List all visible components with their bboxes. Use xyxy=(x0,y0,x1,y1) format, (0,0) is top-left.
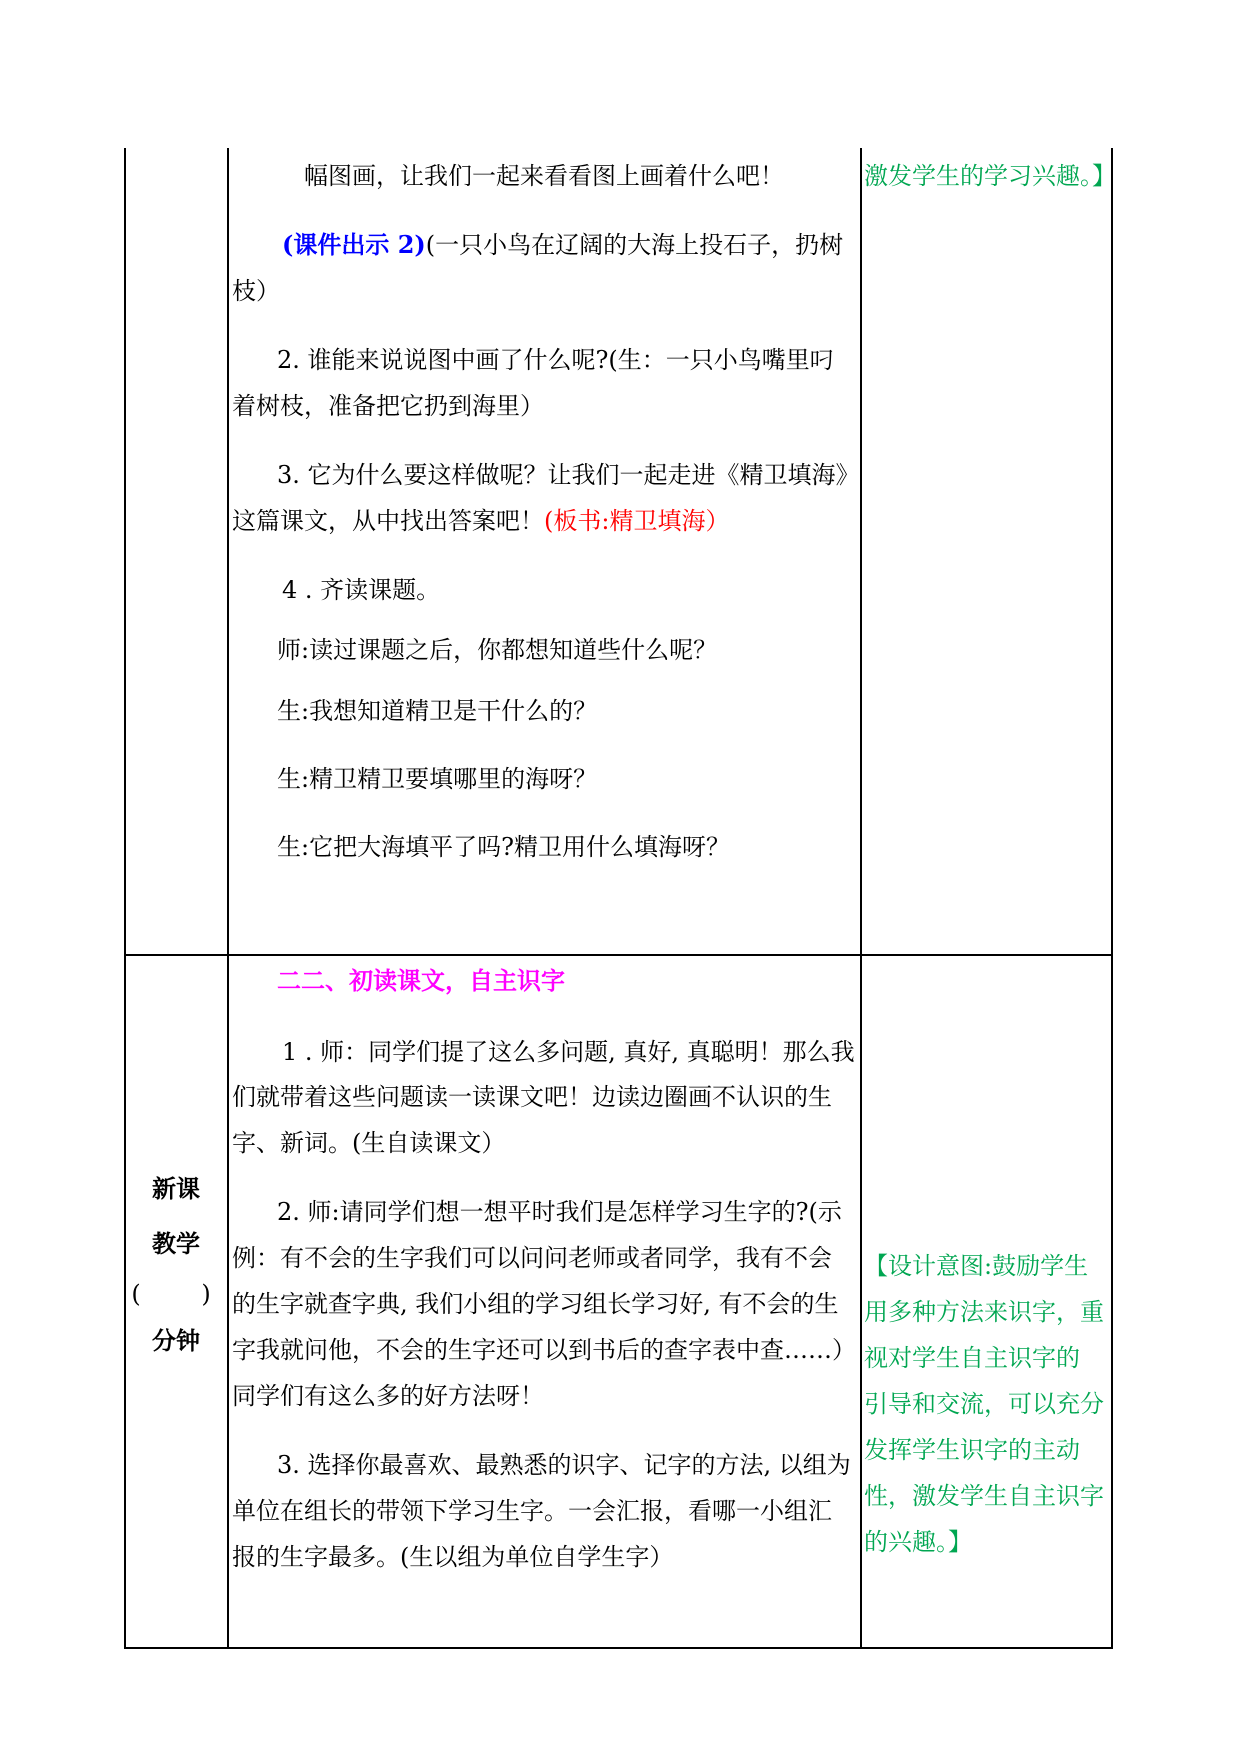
table-divider-1 xyxy=(227,148,229,1649)
design-note-line: 的兴趣。】 xyxy=(864,1528,972,1556)
text-line: 生:精卫精卫要填哪里的海呀？ xyxy=(277,765,598,793)
text-line: 2. 谁能来说说图中画了什么呢?(生：一只小鸟嘴里叼 xyxy=(277,346,834,374)
text-line xyxy=(232,498,729,544)
section-label-line: 新课 xyxy=(152,1174,200,1203)
design-note-line: 性，激发学生自主识字 xyxy=(864,1482,1104,1510)
table-divider-2 xyxy=(860,148,862,1649)
text-line: 的生字就查字典, 我们小组的学习组长学习好, 有不会的生 xyxy=(232,1290,839,1318)
text-line: 着树枝，准备把它扔到海里） xyxy=(232,392,544,420)
text-line: 例：有不会的生字我们可以问问老师或者同学，我有不会 xyxy=(232,1244,832,1272)
text-line: 单位在组长的带领下学习生字。一会汇报，看哪一小组汇 xyxy=(232,1497,832,1525)
text-line: 生:我想知道精卫是干什么的？ xyxy=(277,697,598,725)
section-heading: 二二、初读课文，自主识字 xyxy=(277,966,565,995)
section-label-line: 教学 xyxy=(152,1229,200,1258)
text-fragment: 这篇课文，从中找出答案吧！ xyxy=(232,507,544,535)
design-note-upper: 激发学生的学习兴趣。】 xyxy=(864,162,1116,190)
text-line: 3. 它为什么要这样做呢？让我们一起走进《精卫填海》 xyxy=(277,461,860,489)
courseware-tag: (课件出示 2) xyxy=(282,230,426,259)
text-fragment: (一只小鸟在辽阔的大海上投石子，扔树 xyxy=(425,231,844,259)
table-row-divider xyxy=(124,954,1113,956)
table-border-bottom xyxy=(124,1647,1113,1649)
text-line: 4 . 齐读课题。 xyxy=(282,576,441,604)
paren-close: ) xyxy=(201,1280,211,1308)
text-line: 报的生字最多。(生以组为单位自学生字） xyxy=(232,1543,674,1571)
text-line: 生:它把大海填平了吗?精卫用什么填海呀？ xyxy=(277,833,730,861)
design-note-line: 用多种方法来识字，重 xyxy=(864,1298,1104,1326)
design-note-line: 【设计意图:鼓励学生 xyxy=(864,1252,1089,1280)
text-line: 3. 选择你最喜欢、最熟悉的识字、记字的方法, 以组为 xyxy=(277,1451,851,1479)
text-line: 枝） xyxy=(232,277,280,305)
text-line: 字、新词。(生自读课文） xyxy=(232,1129,506,1157)
text-line xyxy=(282,222,843,268)
text-line: 师:读过课题之后，你都想知道些什么呢？ xyxy=(277,636,718,664)
blackboard-note: (板书:精卫填海） xyxy=(544,507,730,535)
text-line: 同学们有这么多的好方法呀！ xyxy=(232,1382,544,1410)
design-note-line: 引导和交流，可以充分 xyxy=(864,1390,1104,1418)
text-line: 幅图画，让我们一起来看看图上画着什么吧！ xyxy=(304,162,784,190)
text-line: 们就带着这些问题读一读课文吧！边读边圈画不认识的生 xyxy=(232,1083,832,1111)
text-line: 字我就问他，不会的生字还可以到书后的查字表中查……） xyxy=(232,1336,856,1364)
design-note-line: 视对学生自主识字的 xyxy=(864,1344,1080,1372)
section-label-line: 分钟 xyxy=(152,1326,200,1355)
text-line: 1 . 师：同学们提了这么多问题, 真好, 真聪明！那么我 xyxy=(282,1038,855,1066)
design-note-line: 发挥学生识字的主动 xyxy=(864,1436,1080,1464)
paren-open: ( xyxy=(131,1280,141,1308)
table-border-left xyxy=(124,148,126,1649)
table-border-right xyxy=(1111,148,1113,1649)
text-line: 2. 师:请同学们想一想平时我们是怎样学习生字的?(示 xyxy=(277,1198,842,1226)
